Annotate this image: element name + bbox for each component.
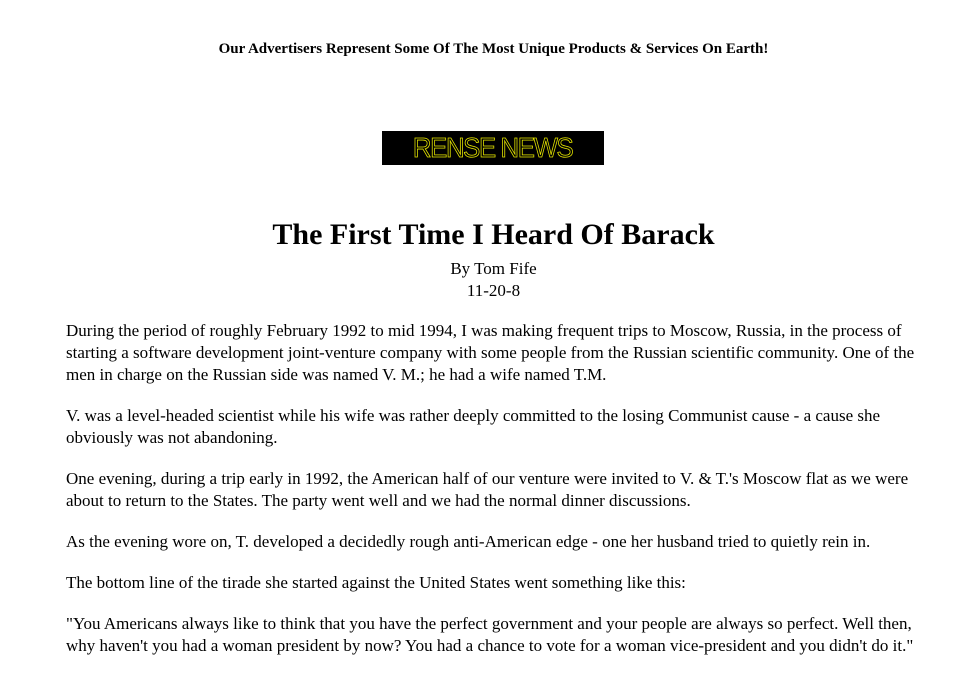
- article-date: 11-20-8: [466, 281, 521, 300]
- article-paragraph: V. was a level-headed scientist while his wife was rather deeply committed to the losing Communist cause - a cause she obviously was not abandoning.: [66, 406, 881, 447]
- article-paragraph: One evening, during a trip early in 1992, the American half of our venture were invited to V. & T.'s Moscow flat as we were about to return to the States. The party went well and we had the normal dinner discussions.: [66, 469, 909, 510]
- advertiser-tagline: Our Advertisers Represent Some Of The Most Unique Products & Services On Earth!: [218, 41, 769, 57]
- article-body: [66, 320, 928, 676]
- rense-news-banner[interactable]: [382, 131, 604, 165]
- article-paragraph: During the period of roughly February 1992 to mid 1994, I was making frequent trips to Moscow, Russia, in the process of starting a software development joint-venture company with some people from the Russian scientific community. One of the men in charge on the Russian side was named V. M.; he had a wife named T.M.: [66, 321, 915, 384]
- article-paragraph: "You Americans always like to think that you have the perfect government and your people are always so perfect. Well then, why haven't you had a woman president by now? You had a chance to vote for a woman vice-president and you didn't do it.": [66, 614, 914, 655]
- article-byline: By Tom Fife: [450, 259, 537, 278]
- article-title: The First Time I Heard Of Barack: [272, 218, 715, 251]
- banner-label: RENSE NEWS: [413, 132, 573, 163]
- article-paragraph: The bottom line of the tirade she started against the United States went something like this:: [66, 573, 686, 592]
- article-paragraph: As the evening wore on, T. developed a decidedly rough anti-American edge - one her husband tried to quietly rein in.: [66, 532, 871, 551]
